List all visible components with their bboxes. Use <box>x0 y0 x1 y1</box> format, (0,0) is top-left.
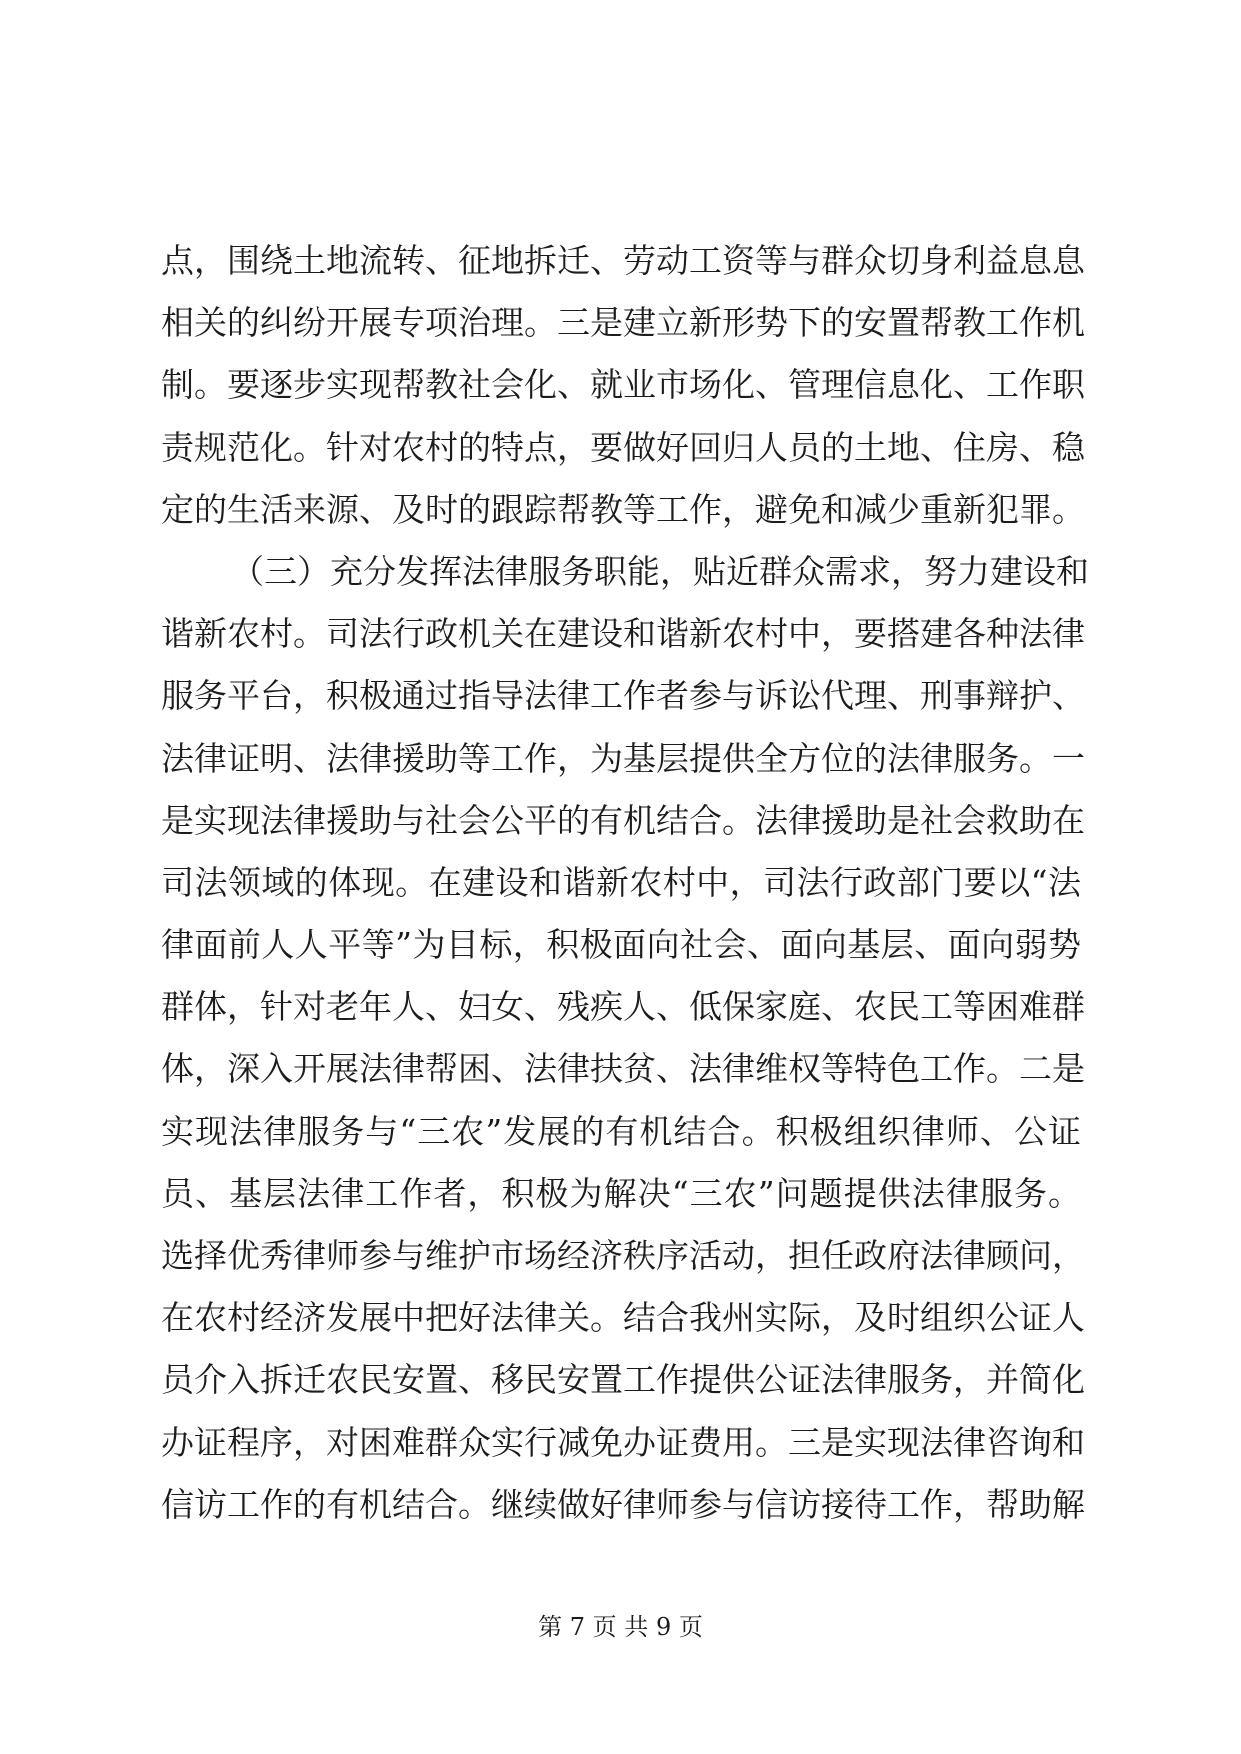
text-line: 选择优秀律师参与维护市场经济秩序活动，担任政府法律顾问， <box>161 1236 1085 1275</box>
text-line: 在农村经济发展中把好法律关。结合我州实际，及时组织公证人 <box>161 1298 1085 1338</box>
body-text <box>161 230 1089 1536</box>
text-line: 律面前人人平等”为目标，积极面向社会、面向基层、面向弱势 <box>161 925 1081 965</box>
text-line: 员、基层法律工作者，积极为解决“三农”问题提供法律服务。 <box>161 1173 1081 1213</box>
text-line: 谐新农村。司法行政机关在建设和谐新农村中，要搭建各种法律 <box>161 614 1085 654</box>
text-line: 信访工作的有机结合。继续做好律师参与信访接待工作，帮助解 <box>161 1484 1085 1524</box>
text-line: 是实现法律援助与社会公平的有机结合。法律援助是社会救助在 <box>161 800 1085 840</box>
text-line: 点，围绕土地流转、征地拆迁、劳动工资等与群众切身利益息息 <box>161 241 1085 280</box>
text-line: 体，深入开展法律帮困、法律扶贫、法律维权等特色工作。二是 <box>161 1049 1085 1089</box>
text-line: 定的生活来源、及时的跟踪帮教等工作，避免和减少重新犯罪。 <box>161 489 1085 529</box>
text-line: 相关的纠纷开展专项治理。三是建立新形势下的安置帮教工作机 <box>161 303 1085 343</box>
text-line: 办证程序，对困难群众实行减免办证费用。三是实现法律咨询和 <box>161 1422 1085 1462</box>
text-line: 实现法律服务与“三农”发展的有机结合。积极组织律师、公证 <box>161 1111 1081 1151</box>
text-line: 群体，针对老年人、妇女、残疾人、低保家庭、农民工等困难群 <box>161 987 1085 1027</box>
text-line: 责规范化。针对农村的特点，要做好回归人员的土地、住房、稳 <box>161 427 1085 467</box>
text-line: 制。要逐步实现帮教社会化、就业市场化、管理信息化、工作职 <box>161 365 1085 405</box>
section-heading-line: （三）充分发挥法律服务职能，贴近群众需求，努力建设和 <box>231 551 1089 591</box>
text-line: 司法领域的体现。在建设和谐新农村中，司法行政部门要以“法 <box>161 862 1081 902</box>
text-line: 法律证明、法律援助等工作，为基层提供全方位的法律服务。一 <box>161 738 1085 778</box>
text-line: 员介入拆迁农民安置、移民安置工作提供公证法律服务，并简化 <box>161 1360 1085 1400</box>
text-line: 服务平台，积极通过指导法律工作者参与诉讼代理、刑事辩护、 <box>161 676 1085 716</box>
page-number-footer: 第 7 页 共 9 页 <box>538 1613 703 1641</box>
